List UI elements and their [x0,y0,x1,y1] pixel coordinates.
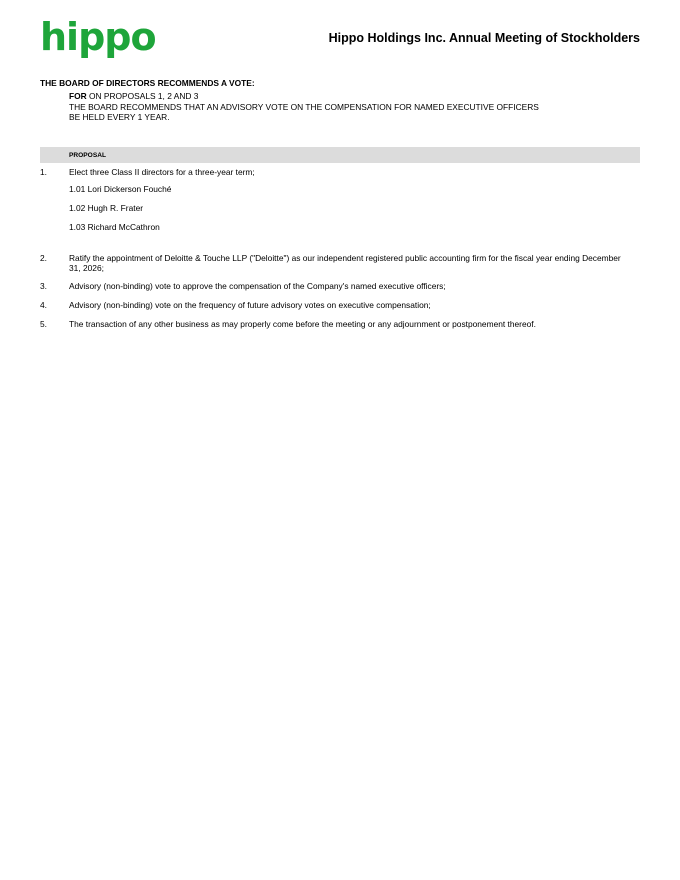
page-title: Hippo Holdings Inc. Annual Meeting of Stockholders [328,31,640,45]
board-recommendation-heading: THE BOARD OF DIRECTORS RECOMMENDS A VOTE: [40,78,255,88]
proposal-text: Advisory (non-binding) vote to approve the compensation of the Company's named executive officers; [69,281,446,291]
proposal-text: Advisory (non-binding) vote on the frequency of future advisory votes on executive compensation; [69,300,431,310]
recommendation-frequency-line-2: BE HELD EVERY 1 YEAR. [69,112,170,122]
proposal-header-bar [40,147,640,163]
recommendation-frequency-line-1: THE BOARD RECOMMENDS THAT AN ADVISORY VOTE ON THE COMPENSATION FOR NAMED EXECUTIVE OFFICERS [69,101,539,112]
nominee-2: 1.02 Hugh R. Frater [69,203,144,213]
proposal-number: 3. [40,281,47,291]
nominee-3: 1.03 Richard McCathron [69,222,160,232]
for-label: FOR [69,91,87,101]
for-proposals-text: ON PROPOSALS 1, 2 AND 3 [86,91,199,101]
proposal-item-4 [40,300,640,310]
recommendation-for-line [69,91,539,102]
board-recommendation-block [69,91,539,123]
proposal-number: 2. [40,253,47,263]
proposal-item-3 [40,281,640,291]
proposal-number: 5. [40,319,47,329]
proposal-header-label: PROPOSAL [69,152,107,159]
proposal-item-2 [40,253,640,273]
hippo-logo: hippo [40,15,156,59]
proposal-number: 1. [40,167,47,177]
proposal-text: The transaction of any other business as may properly come before the meeting or any adjournment or postponement thereof. [69,319,536,329]
proposal-number: 4. [40,300,47,310]
proposal-item-5 [40,319,640,329]
proposal-text: Elect three Class II directors for a three-year term; [69,167,255,177]
proposal-text: Ratify the appointment of Deloitte & Touche LLP ("Deloitte") as our independent registered public accounting firm for the fiscal year ending December 31, 2026; [69,253,621,274]
nominee-1: 1.01 Lori Dickerson Fouché [69,184,172,194]
proposal-item-1 [40,167,640,177]
